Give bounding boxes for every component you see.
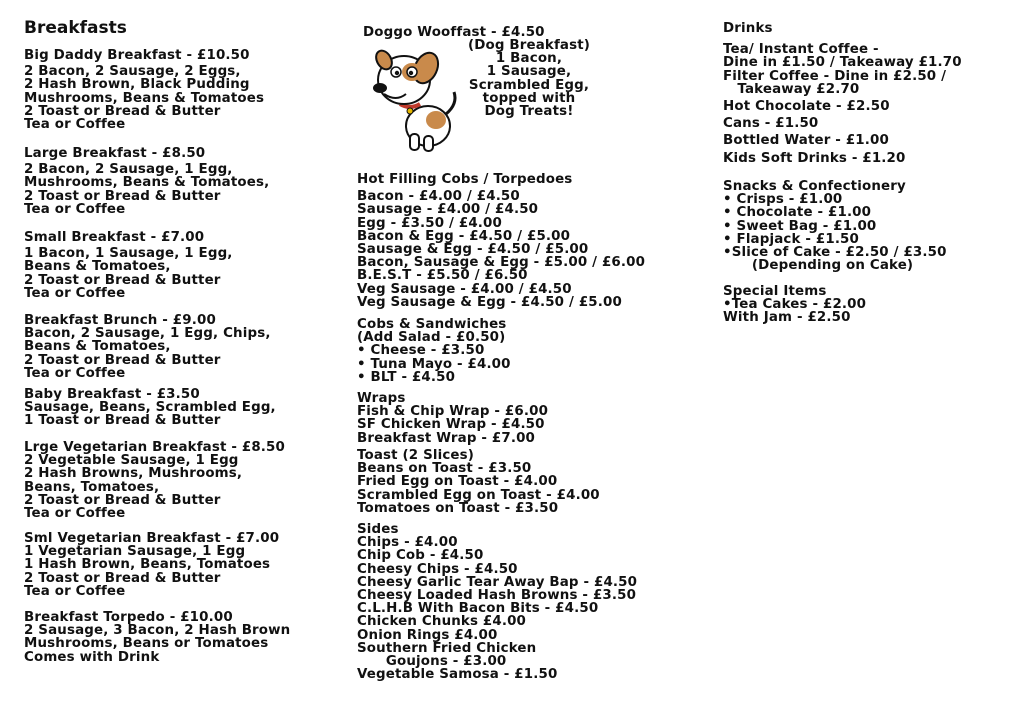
section-heading: Hot Filling Cobs / Torpedoes — [357, 172, 573, 187]
item-title: Breakfast Brunch - £9.00 — [24, 313, 216, 328]
menu-line: C.L.H.B With Bacon Bits - £4.50 — [357, 601, 599, 617]
menu-line: • Chocolate - £1.00 — [723, 205, 872, 221]
item-line: 2 Toast or Bread & Butter — [24, 103, 221, 119]
menu-line: • BLT - £4.50 — [357, 369, 456, 385]
item-line: 1 Vegetarian Sausage, 1 Egg — [24, 544, 246, 560]
item-line: 2 Toast or Bread & Butter — [24, 272, 221, 288]
dog-illustration — [366, 44, 462, 154]
menu-line: B.E.S.T - £5.50 / £6.50 — [357, 268, 528, 284]
menu-line: (Add Salad - £0.50) — [357, 330, 506, 346]
menu-line: Chips - £4.00 — [357, 535, 458, 551]
menu-line: Bacon, Sausage & Egg - £5.00 / £6.00 — [357, 255, 646, 271]
item-line: Mushrooms, Beans or Tomatoes — [24, 636, 269, 652]
doggo-line: 1 Sausage, — [486, 64, 572, 80]
menu-line: Fried Egg on Toast - £4.00 — [357, 474, 558, 490]
menu-line: SF Chicken Wrap - £4.50 — [357, 417, 545, 433]
item-line: 2 Hash Brown, Black Pudding — [24, 77, 250, 93]
menu-line: (Depending on Cake) — [723, 258, 914, 274]
doggo-title: Doggo Wooffast - £4.50 — [363, 25, 545, 40]
menu-item-big-daddy — [24, 49, 264, 131]
cobs-sandwiches-section — [357, 318, 511, 384]
menu-line: Onion Rings £4.00 — [357, 627, 498, 643]
menu-item-breakfast-torpedo — [24, 611, 290, 664]
item-line: 2 Toast or Bread & Butter — [24, 570, 221, 586]
doggo-line: Scrambled Egg, — [468, 77, 590, 93]
doggo-details — [449, 39, 609, 118]
item-line: Beans & Tomatoes, — [24, 339, 171, 355]
item-title: Small Breakfast - £7.00 — [24, 230, 205, 245]
menu-line: Chicken Chunks £4.00 — [357, 614, 527, 630]
menu-line: Dine in £1.50 / Takeaway £1.70 — [723, 55, 962, 71]
item-line: Mushrooms, Beans & Tomatoes — [24, 90, 265, 106]
item-line: 1 Bacon, 1 Sausage, 1 Egg, — [24, 246, 233, 262]
item-line: Bacon, 2 Sausage, 1 Egg, Chips, — [24, 326, 271, 342]
item-line: 2 Sausage, 3 Bacon, 2 Hash Brown — [24, 623, 291, 639]
wraps-section — [357, 392, 548, 445]
menu-line: Sausage & Egg - £4.50 / £5.00 — [357, 242, 589, 258]
menu-line: Cheesy Loaded Hash Browns - £3.50 — [357, 588, 637, 604]
menu-line: Tea/ Instant Coffee - — [723, 42, 879, 58]
item-line: Tea or Coffee — [24, 365, 126, 381]
menu-item-large-breakfast — [24, 147, 269, 216]
menu-line: Bacon & Egg - £4.50 / £5.00 — [357, 228, 571, 244]
item-line: Mushrooms, Beans & Tomatoes, — [24, 175, 270, 191]
item-title: Large Breakfast - £8.50 — [24, 146, 206, 161]
menu-line: Tomatoes on Toast - £3.50 — [357, 500, 559, 516]
menu-line: Bottled Water - £1.00 — [723, 133, 889, 149]
menu-line: Fish & Chip Wrap - £6.00 — [357, 404, 549, 420]
item-line: 2 Bacon, 2 Sausage, 1 Egg, — [24, 162, 233, 178]
menu-line: •Tea Cakes - £2.00 — [723, 297, 867, 313]
item-line: 2 Toast or Bread & Butter — [24, 188, 221, 204]
item-title: Lrge Vegetarian Breakfast - £8.50 — [24, 440, 285, 455]
menu-item-breakfast-brunch — [24, 314, 271, 380]
item-line: Tea or Coffee — [24, 583, 126, 599]
item-line: 1 Toast or Bread & Butter — [24, 413, 221, 429]
item-title: Breakfast Torpedo - £10.00 — [24, 610, 233, 625]
menu-line: Breakfast Wrap - £7.00 — [357, 430, 536, 446]
section-heading: Toast (2 Slices) — [357, 448, 475, 463]
menu-line: Scrambled Egg on Toast - £4.00 — [357, 487, 600, 503]
item-title: Big Daddy Breakfast - £10.50 — [24, 48, 250, 63]
item-line: Beans & Tomatoes, — [24, 259, 171, 275]
sides-section — [357, 523, 637, 681]
toast-section — [357, 449, 600, 515]
item-line: 2 Vegetable Sausage, 1 Egg — [24, 453, 239, 469]
menu-line: • Sweet Bag - £1.00 — [723, 218, 877, 234]
section-heading: Special Items — [723, 284, 827, 299]
item-line: Tea or Coffee — [24, 201, 126, 217]
section-heading: Snacks & Confectionery — [723, 179, 906, 194]
menu-line: With Jam - £2.50 — [723, 310, 851, 326]
menu-item-large-vegetarian — [24, 441, 285, 520]
item-line: Sausage, Beans, Scrambled Egg, — [24, 400, 276, 416]
menu-line: Takeaway £2.70 — [723, 81, 860, 97]
menu-line: Sausage - £4.00 / £4.50 — [357, 202, 539, 218]
item-line: 1 Hash Brown, Beans, Tomatoes — [24, 557, 271, 573]
section-heading: Sides — [357, 522, 399, 537]
item-line: Tea or Coffee — [24, 285, 126, 301]
menu-line: Chip Cob - £4.50 — [357, 548, 484, 564]
hot-cobs-section — [357, 173, 645, 309]
menu-line: Bacon - £4.00 / £4.50 — [357, 189, 520, 205]
item-line: Tea or Coffee — [24, 506, 126, 522]
menu-item-small-vegetarian — [24, 532, 279, 598]
menu-line: Southern Fried Chicken — [357, 640, 537, 656]
menu-line: Cheesy Garlic Tear Away Bap - £4.50 — [357, 574, 638, 590]
breakfasts-heading: Breakfasts — [24, 18, 127, 38]
item-title: Sml Vegetarian Breakfast - £7.00 — [24, 531, 280, 546]
menu-line: Goujons - £3.00 — [357, 654, 507, 670]
section-heading: Wraps — [357, 391, 406, 406]
menu-line: Veg Sausage - £4.00 / £4.50 — [357, 281, 572, 297]
menu-line: •Slice of Cake - £2.50 / £3.50 — [723, 245, 947, 261]
menu-line: Hot Chocolate - £2.50 — [723, 99, 890, 115]
snacks-section — [723, 180, 947, 272]
doggo-line: Dog Treats! — [484, 104, 574, 120]
item-title: Baby Breakfast - £3.50 — [24, 387, 200, 402]
menu-line: Veg Sausage & Egg - £4.50 / £5.00 — [357, 294, 622, 310]
menu-line: Egg - £3.50 / £4.00 — [357, 215, 502, 231]
item-line: 2 Toast or Bread & Butter — [24, 352, 221, 368]
menu-item-small-breakfast — [24, 231, 233, 300]
item-line: 2 Bacon, 2 Sausage, 2 Eggs, — [24, 64, 241, 80]
special-items-section — [723, 285, 866, 325]
item-line: 2 Toast or Bread & Butter — [24, 492, 221, 508]
drinks-section — [723, 22, 962, 165]
menu-line: Vegetable Samosa - £1.50 — [357, 667, 558, 683]
menu-line: Cans - £1.50 — [723, 116, 819, 132]
menu-line: Beans on Toast - £3.50 — [357, 461, 532, 477]
menu-line: • Crisps - £1.00 — [723, 192, 843, 208]
menu-item-baby-breakfast — [24, 388, 276, 428]
doggo-line: (Dog Breakfast) — [467, 38, 591, 53]
section-heading: Drinks — [723, 21, 773, 36]
item-line: 2 Hash Browns, Mushrooms, — [24, 466, 243, 482]
item-line: Comes with Drink — [24, 649, 160, 665]
menu-line: Kids Soft Drinks - £1.20 — [723, 150, 906, 166]
menu-line: • Tuna Mayo - £4.00 — [357, 356, 511, 372]
section-heading: Cobs & Sandwiches — [357, 317, 507, 332]
item-line: Beans, Tomatoes, — [24, 479, 160, 495]
menu-line: • Flapjack - £1.50 — [723, 231, 859, 247]
doggo-line: topped with — [482, 90, 576, 106]
menu-line: Cheesy Chips - £4.50 — [357, 561, 518, 577]
menu-line: • Cheese - £3.50 — [357, 343, 485, 359]
doggo-line: 1 Bacon, — [495, 51, 563, 67]
menu-line: Filter Coffee - Dine in £2.50 / — [723, 68, 947, 84]
item-line: Tea or Coffee — [24, 117, 126, 133]
